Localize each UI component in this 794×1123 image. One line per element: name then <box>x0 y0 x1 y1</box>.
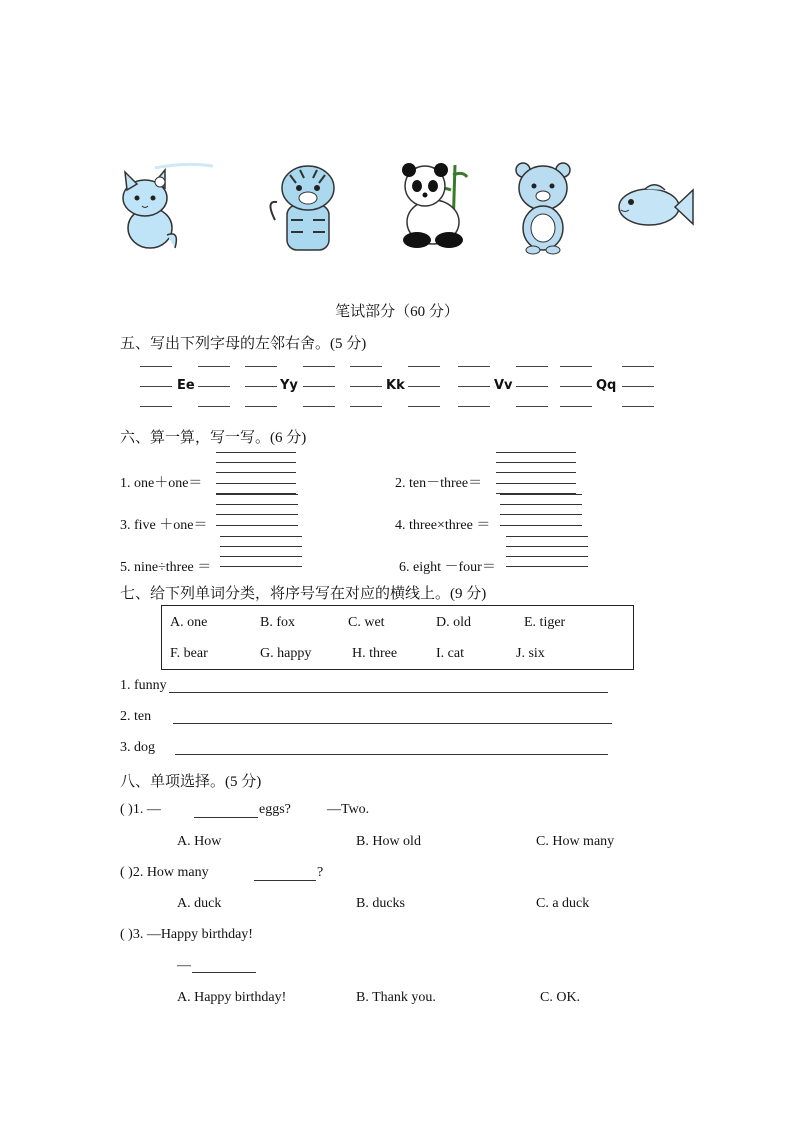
question-2-blank[interactable] <box>254 880 316 881</box>
answer-lines-1[interactable] <box>216 452 298 496</box>
fish-icon <box>615 180 695 235</box>
word-bank-box <box>161 605 634 670</box>
letter-neighbors-grid <box>140 362 660 412</box>
category-label-2: 2. ten <box>120 709 152 724</box>
word-option: A. one <box>170 615 208 630</box>
category-label-1: 1. funny <box>120 678 167 693</box>
question-3-option-b[interactable]: B. Thank you. <box>356 990 436 1005</box>
category-answer-line-2[interactable] <box>173 723 612 724</box>
question-1-option-b[interactable]: B. How old <box>356 834 421 849</box>
word-option: G. happy <box>260 646 312 661</box>
section-7-heading: 七、给下列单词分类，将序号写在对应的横线上。(9 分) <box>120 586 487 602</box>
letter-qq: Qq <box>596 378 617 393</box>
word-option: E. tiger <box>524 615 566 630</box>
answer-lines-6[interactable] <box>506 536 592 570</box>
question-1-stem: ( )1. — <box>120 802 161 817</box>
category-answer-line-3[interactable] <box>175 754 608 755</box>
bear-icon <box>513 160 573 255</box>
tiger-icon <box>265 160 350 255</box>
word-option: C. wet <box>348 615 385 630</box>
letter-yy: Yy <box>280 378 298 393</box>
question-1-blank[interactable] <box>194 817 258 818</box>
panda-icon <box>395 160 475 252</box>
word-option: J. six <box>516 646 545 661</box>
question-2-stem: ( )2. How many <box>120 865 209 880</box>
math-item-3: 3. five ＋one＝ <box>120 518 208 533</box>
word-option: F. bear <box>170 646 208 661</box>
math-item-1: 1. one＋one＝ <box>120 476 203 491</box>
question-2-option-c[interactable]: C. a duck <box>536 896 590 911</box>
question-2-option-b[interactable]: B. ducks <box>356 896 405 911</box>
question-3-blank[interactable] <box>192 972 256 973</box>
letter-ee: Ee <box>177 378 195 393</box>
question-1-reply: —Two. <box>327 802 370 817</box>
question-3-stem: ( )3. —Happy birthday! <box>120 927 253 942</box>
question-1-option-a[interactable]: A. How <box>177 834 222 849</box>
section-8-heading: 八、单项选择。(5 分) <box>120 774 262 790</box>
question-3-option-c[interactable]: C. OK. <box>540 990 581 1005</box>
math-item-6: 6. eight －four＝ <box>399 560 496 575</box>
letter-kk: Kk <box>386 378 405 393</box>
category-label-3: 3. dog <box>120 740 155 755</box>
answer-lines-5[interactable] <box>220 536 306 570</box>
question-1-option-c[interactable]: C. How many <box>536 834 615 849</box>
math-item-4: 4. three×three ＝ <box>395 518 491 533</box>
word-option: B. fox <box>260 615 295 630</box>
section-6-heading: 六、算一算，写一写。(6 分) <box>120 430 307 446</box>
page-title: 笔试部分（60 分） <box>335 304 459 320</box>
answer-lines-4[interactable] <box>500 494 584 538</box>
word-option: H. three <box>352 646 398 661</box>
answer-lines-3[interactable] <box>216 494 302 538</box>
word-option: I. cat <box>436 646 464 661</box>
section-5-heading: 五、写出下列字母的左邻右舍。(5 分) <box>120 336 367 352</box>
letter-vv: Vv <box>494 378 513 393</box>
math-item-5: 5. nine÷three ＝ <box>120 560 212 575</box>
answer-lines-2[interactable] <box>496 452 578 496</box>
question-3-reply-dash: — <box>177 958 191 973</box>
math-item-2: 2. ten－three＝ <box>395 476 483 491</box>
question-2-stem-end: ? <box>317 865 324 880</box>
cat-icon <box>115 160 215 255</box>
question-1-stem-end: eggs? <box>259 802 291 817</box>
word-option: D. old <box>436 615 471 630</box>
animal-pictures <box>115 160 695 255</box>
category-answer-line-1[interactable] <box>169 692 608 693</box>
question-2-option-a[interactable]: A. duck <box>177 896 222 911</box>
question-3-option-a[interactable]: A. Happy birthday! <box>177 990 287 1005</box>
